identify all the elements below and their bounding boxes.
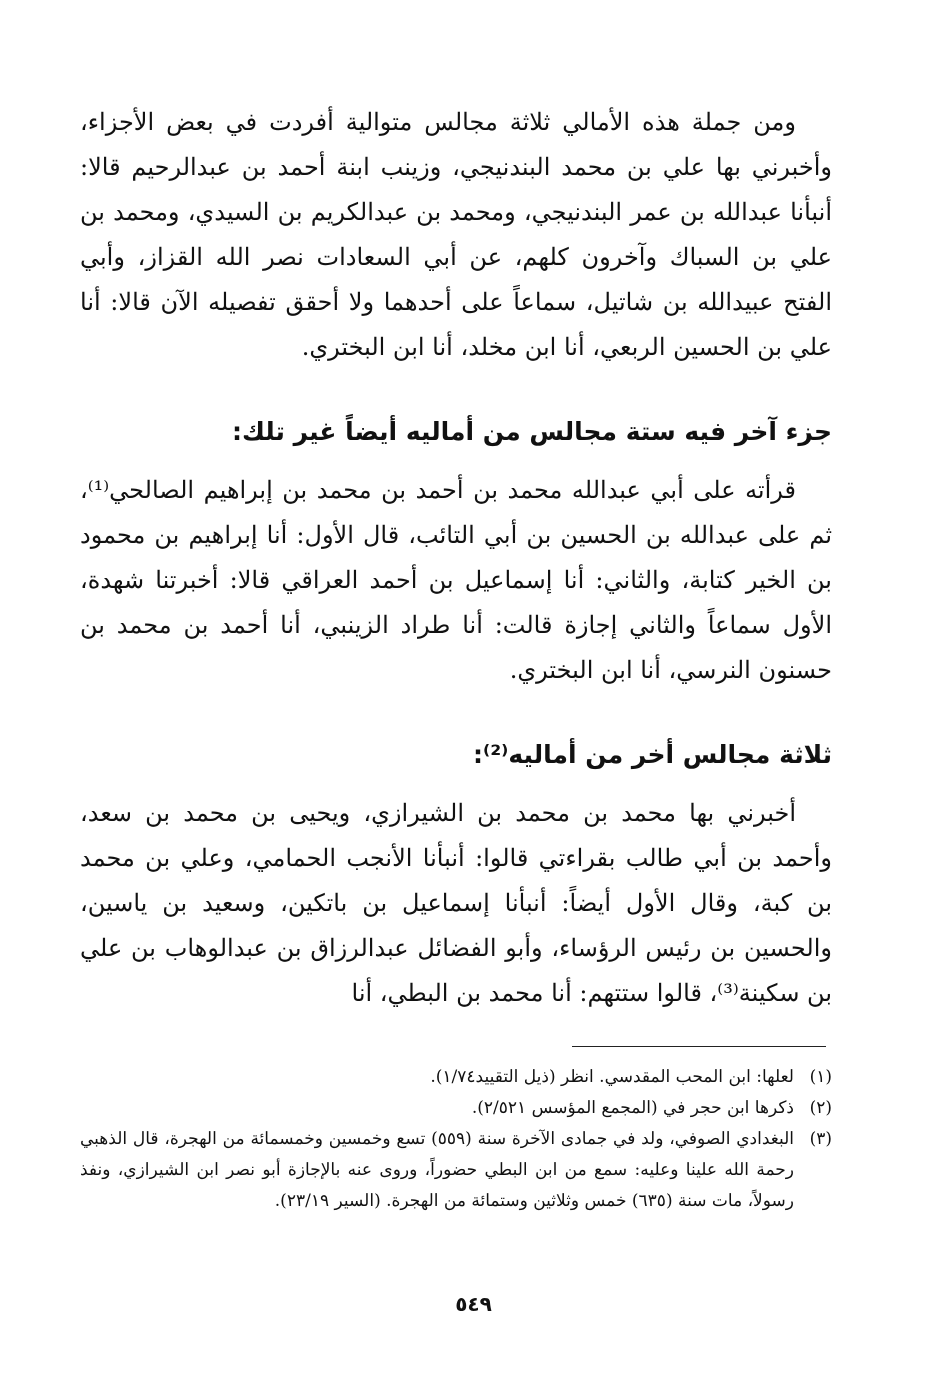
footnote-text: لعلها: ابن المحب المقدسي. انظر (ذيل التقييد١/٧٤). [430,1067,794,1087]
section-heading-1: جزء آخر فيه ستة مجالس من أماليه أيضاً غير تلك: [232,417,832,446]
section-heading-2: ثلاثة مجالس أخر من أماليه⁽²⁾: [472,740,832,769]
footnote-text: البغدادي الصوفي، ولد في جمادى الآخرة سنة (٥٥٩) تسع وخمسين وخمسمائة من الهجرة، قال الذهبي رحمة الله علينا وعليه: سمع من ابن البطي حضوراً، وروى عنه بالإجازة أبو نصر ابن الشيرازي، ونفذ رسولاً، مات سنة (٦٣٥) خمس وثلاثين وستمائة من الهجرة. (السير ٢٣/١٩). [80,1129,794,1211]
page-number: ٥٤٩ [455,1292,492,1316]
footnote-text: ذكرها ابن حجر في (المجمع المؤسس ٢/٥٢١). [471,1098,794,1118]
footnote-divider [572,1046,826,1047]
footnote-3 [80,1124,832,1217]
paragraph-2: قرأته على أبي عبدالله محمد بن أحمد بن محمد بن إبراهيم الصالحي⁽¹⁾، ثم على عبدالله بن الحسين بن أبي التائب، قال الأول: أنا إبراهيم بن محمود بن الخير كتابة، والثاني: أنا إسماعيل بن أحمد العراقي قالا: أخبرتنا شهدة، الأول سماعاً والثاني إجازة قالت: أنا طراد الزينبي، أنا أحمد بن محمد بن حسنون النرسي، أنا ابن البختري. [80,476,832,684]
footnote-number: (١) [809,1067,832,1087]
paragraph-1: ومن جملة هذه الأمالي ثلاثة مجالس متوالية أفردت في بعض الأجزاء، وأخبرني بها علي بن محمد البندنيجي، وزينب ابنة أحمد بن عبدالرحيم قالا: أنبأنا عبدالله بن عمر البندنيجي، ومحمد بن عبدالكريم بن السيدي، ومحمد بن علي بن السباك وآخرون كلهم، عن أبي السعادات نصر الله القزاز، وأبي الفتح عبيدالله بن شاتيل، سماعاً على أحدهما ولا أحقق تفصيله الآن قالا: أنا علي بن الحسين الربعي، أنا ابن مخلد، أنا ابن البختري. [80,108,832,361]
page-body [80,100,832,1016]
footnote-number: (٣) [809,1129,832,1149]
footnote-2 [80,1093,832,1124]
footnote-number: (٢) [809,1098,832,1118]
paragraph-3: أخبرني بها محمد بن محمد بن الشيرازي، ويحيى بن محمد بن سعد، وأحمد بن أبي طالب بقراءتي قالوا: أنبأنا الأنجب الحمامي، وعلي بن محمد بن كبة، وقال الأول أيضاً: أنبأنا إسماعيل بن باتكين، وسعيد بن ياسين، والحسين بن رئيس الرؤساء، وأبو الفضائل عبدالرزاق بن عبدالوهاب بن علي بن سكينة⁽³⁾، قالوا ستتهم: أنا محمد بن البطي، أنا [80,799,832,1007]
footnote-1 [80,1062,832,1093]
footnotes-list [80,1062,832,1217]
